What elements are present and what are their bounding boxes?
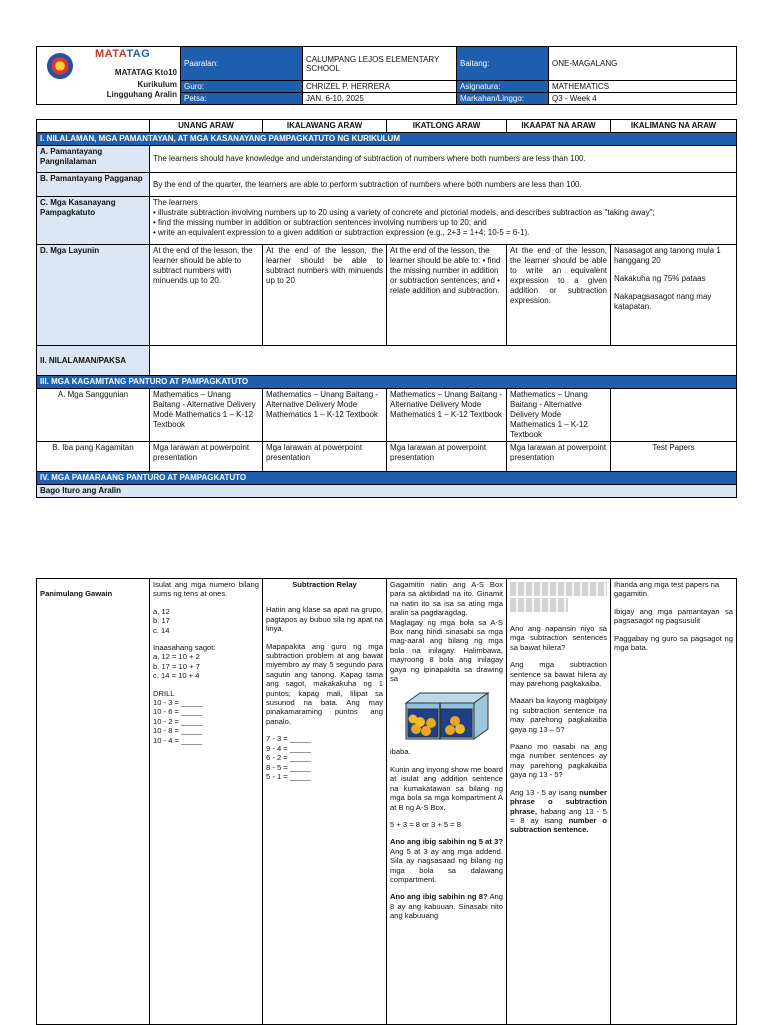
pamantayang-pagganap-text: By the end of the quarter, the learners are able to perform subtraction of numbers where both numbers are less than 100. — [150, 173, 737, 197]
question-block — [390, 837, 503, 884]
bago-ituro-label: Bago Ituro ang Aralin — [37, 485, 737, 498]
panimula-day-2 — [263, 579, 387, 1025]
sanggunian-label: A. Mga Sanggunian — [37, 389, 150, 442]
instruction-text: ibaba. — [390, 747, 411, 757]
instruction-text: Paggabay ng guro sa pagsagot ng mga bata. — [614, 633, 733, 653]
layunin-item: Nakapagsasagot nang may katapatan. — [614, 292, 712, 311]
nilalaman-paksa-label: II. NILALAMAN/PAKSA — [37, 346, 150, 376]
answer-text: Ang 8 ay ang kabuuan. Sinasabi nito ang kabuuang — [390, 892, 504, 921]
question-text: Ano ang ibig sabihin ng 8? — [390, 892, 488, 902]
instruction-text: Kunin ang inyong show me board at isulat ang addition sentence na kumakatawan sa bilang ng mga bola sa mga kompartment A at B ng A-S Box. — [390, 764, 503, 812]
sanggunian-day-2: Mathematics – Unang Baitang - Alternative Delivery Mode Mathematics 1 – K-12 Textbook — [263, 389, 387, 442]
asignatura-label: Asignatura: — [457, 81, 549, 93]
pamantayang-pagganap-label: B. Pamantayang Pagganap — [37, 173, 150, 197]
markahan-value: Q3 - Week 4 — [549, 93, 737, 105]
question-text: Ano ang ibig sabihin ng 5 at 3? — [390, 837, 503, 847]
layunin-day-5 — [611, 245, 737, 346]
deped-seal-icon — [47, 53, 73, 79]
pamantayang-pangnilalaman-text: The learners should have knowledge and understanding of subtraction of numbers where both numbers are less than 100. — [150, 146, 737, 173]
asignatura-value: MATHEMATICS — [549, 81, 737, 93]
panimula-day-3 — [387, 579, 507, 1025]
logo-line-3: Lingguhang Aralin — [106, 90, 177, 99]
layunin-day-4: At the end of the lesson, the learner should be able to write an equivalent expression to a given addition or subtraction expression. — [507, 245, 611, 346]
question-text: Maaari ba kayong magbigay ng subtraction sentence na may parehong pagkakaiba gaya ng 13 – 5? — [510, 696, 607, 734]
list-item: • illustrate subtraction involving numbers up to 20 using a variety of concrete and pictorial models, and describes subtraction as "taking away"; — [153, 208, 655, 217]
list-item: 7 - 3 = _____ — [266, 734, 311, 744]
list-item: 10 - 4 = _____ — [153, 735, 203, 745]
paaralan-label: Paaralan: — [181, 47, 303, 81]
equation-text: 5 + 3 = 8 or 3 + 5 = 8 — [390, 819, 461, 829]
section-1-title: I. NILALAMAN, MGA PAMANTAYAN, AT MGA KASANAYANG PAMPAGKATUTO NG KURIKULUM — [37, 133, 737, 146]
instruction-text: Ihanda ang mga test papers na gagamitin. — [614, 580, 720, 599]
list-item: 10 - 6 = _____ — [153, 707, 203, 717]
logo-line-1: MATATAG Kto10 — [114, 68, 177, 77]
panimula-day-1 — [150, 579, 263, 1025]
baitang-label: Baitang: — [457, 47, 549, 81]
instruction-text: Hatiin ang klase sa apat na grupo, pagtapos ay bubuo sila ng apat na linya. — [266, 605, 383, 634]
matatag-logo: MATATAG — [95, 48, 151, 60]
list-item: 8 - 5 = _____ — [266, 762, 311, 772]
list-item: • find the missing number in addition or subtraction sentences involving numbers up to 20; and — [153, 218, 487, 227]
sanggunian-day-4: Mathematics – Unang Baitang - Alternative Delivery Mode Mathematics 1 – K-12 Textbook — [507, 389, 611, 442]
baitang-value: ONE-MAGALANG — [549, 47, 737, 81]
list-item: a. 12 = 10 + 2 — [153, 652, 200, 662]
nilalaman-paksa-value — [150, 346, 737, 376]
list-item: 9 - 4 = _____ — [266, 743, 311, 753]
kasanayang-pampagkatuto-label: C. Mga Kasanayang Pampagkatuto — [37, 197, 150, 245]
activity-title: Subtraction Relay — [292, 580, 357, 589]
list-item: c. 14 — [153, 625, 170, 635]
panimulang-gawain-label: Panimulang Gawain — [37, 579, 150, 1025]
drill-title: DRILL — [153, 688, 175, 698]
day-header: IKAAPAT NA ARAW — [507, 120, 611, 133]
pamantayang-pangnilalaman-label: A. Pamantayang Pangnilalaman — [37, 146, 150, 173]
answer-text: Ang 5 at 3 ay ang mga addend. Sila ay nagsasaad ng bilang ng mga bola sa dalawang compartment. — [390, 846, 503, 884]
panimula-day-4 — [507, 579, 611, 1025]
question-text: Ano ang napansin niyo sa mga subtraction sentences sa bawat hilera? — [510, 624, 607, 652]
layunin-item: Nasasagot ang tanong mula 1 hanggang 20 — [614, 246, 721, 265]
logo-line-2: Kurikulum — [137, 80, 177, 89]
sanggunian-day-1: Mathematics – Unang Baitang - Alternative Delivery Mode Mathematics 1 – K-12 Textbook — [150, 389, 263, 442]
list-item: 10 - 8 = _____ — [153, 726, 203, 736]
expected-answer-title: Inaasahang sagot: — [153, 643, 216, 653]
instruction-text: Isulat ang mga numero bilang sums ng tens at ones. — [153, 580, 259, 599]
sanggunian-day-3: Mathematics – Unang Baitang - Alternative Delivery Mode Mathematics 1 – K-12 Textbook — [387, 389, 507, 442]
panimula-day-5 — [611, 579, 737, 1025]
list-item: 5 - 1 = _____ — [266, 771, 311, 781]
list-item: The learners — [153, 198, 198, 207]
as-box-illustration — [398, 689, 490, 743]
lesson-table — [36, 119, 737, 498]
layunin-item: Nakakuha ng 75% pataas — [614, 274, 706, 283]
instruction-text: Maglagay ng mga bola sa A-S Box nang hindi sinasabi sa mga mag-aaral ang bilang ng mga bola na inilagay. Halimbawa, mayroong 8 bola ang inilagay gaya ng ipinapakita sa drawing sa — [390, 617, 503, 684]
sanggunian-day-5 — [611, 389, 737, 442]
section-3-title: III. MGA KAGAMITANG PANTURO AT PAMPAGKATUTO — [37, 376, 737, 389]
list-item: b. 17 — [153, 616, 170, 626]
day-header: UNANG ARAW — [150, 120, 263, 133]
mga-layunin-label: D. Mga Layunin — [37, 245, 150, 346]
day-header: IKALAWANG ARAW — [263, 120, 387, 133]
section-4-title: IV. MGA PAMARAANG PANTURO AT PAMPAGKATUTO — [37, 472, 737, 485]
kagamitan-day-3: Mga larawan at powerpoint presentation — [387, 442, 507, 472]
instruction-text: Gagamitin natin ang A-S Box para sa aktibidad na ito. Ginamit na natin ito sa isa sa ating mga aralin sa pagdaragdag. — [390, 580, 503, 618]
day-header: IKATLONG ARAW — [387, 120, 507, 133]
kagamitan-day-4: Mga larawan at powerpoint presentation — [507, 442, 611, 472]
question-block — [390, 892, 503, 920]
number-sentences-image — [510, 582, 607, 596]
logo-cell — [37, 47, 181, 105]
layunin-day-3: At the end of the lesson, the learner should be able to: • find the missing number in addition or subtraction sentences; and • relate addition and subtraction. — [387, 245, 507, 346]
layunin-day-1: At the end of the lesson, the learner should be able to subtract numbers with minuends up to 20. — [150, 245, 263, 346]
panimulang-gawain-table — [36, 578, 737, 1025]
list-item: 10 - 2 = _____ — [153, 716, 203, 726]
layunin-day-2: At the end of the lesson, the learner should be able to subtract numbers with minuends up to 20 — [263, 245, 387, 346]
iba-pang-kagamitan-label: B. Iba pang Kagamitan — [37, 442, 150, 472]
list-item: a. 12 — [153, 606, 170, 616]
petsa-value: JAN. 6-10, 2025 — [303, 93, 457, 105]
list-item: b. 17 = 10 + 7 — [153, 661, 200, 671]
petsa-label: Petsa: — [181, 93, 303, 105]
kagamitan-day-1: Mga larawan at powerpoint presentation — [150, 442, 263, 472]
number-sentences-image — [510, 598, 568, 612]
guro-label: Guro: — [181, 81, 303, 93]
kagamitan-day-2: Mga larawan at powerpoint presentation — [263, 442, 387, 472]
list-item: 10 - 3 = _____ — [153, 698, 203, 708]
list-item: 6 - 2 = _____ — [266, 753, 311, 763]
paaralan-value: CALUMPANG LEJOS ELEMENTARY SCHOOL — [303, 47, 457, 81]
header-table — [36, 46, 737, 105]
list-item: c. 14 = 10 + 4 — [153, 671, 200, 681]
corner-cell — [37, 120, 150, 133]
day-header: IKALIMANG NA ARAW — [611, 120, 737, 133]
guro-value: CHRIZEL P. HERRERA — [303, 81, 457, 93]
answer-text: Ang mga subtraction sentence sa bawat hilera ay may parehong pagkakaiba. — [510, 660, 607, 689]
definition-text: Ang 13 - 5 ay isang number phrase o subtraction phrase, habang ang 13 - 5 = 8 ay isang number o subtraction sentence. — [510, 787, 607, 835]
instruction-text: Mapapakita ang guro ng mga subtraction problem at ang bawat miyembro ay may 5 segundo para sagutin ang tanong. Kapag tama ang sagot, makakakuha ng 1 puntos; kapag mali, lilipat sa susunod na bata. Ang may pinakamaraming puntos ang panalo. — [266, 641, 383, 726]
instruction-text: Ibigay ang mga pamantayan sa pagsasagot ng pagsusulit — [614, 606, 733, 626]
kasanayang-pampagkatuto-text — [150, 197, 737, 245]
kagamitan-day-5: Test Papers — [611, 442, 737, 472]
list-item: • write an equivalent expression to a given addition or subtraction expression (e.g., 2+3 = 1+4; 10-5 = 6-1). — [153, 228, 530, 237]
question-text: Paano mo nasabi na ang mga number sentences ay may parehong pagkakaiba gaya ng 13 - 5? — [510, 742, 607, 780]
markahan-label: Markahan/Linggo: — [457, 93, 549, 105]
